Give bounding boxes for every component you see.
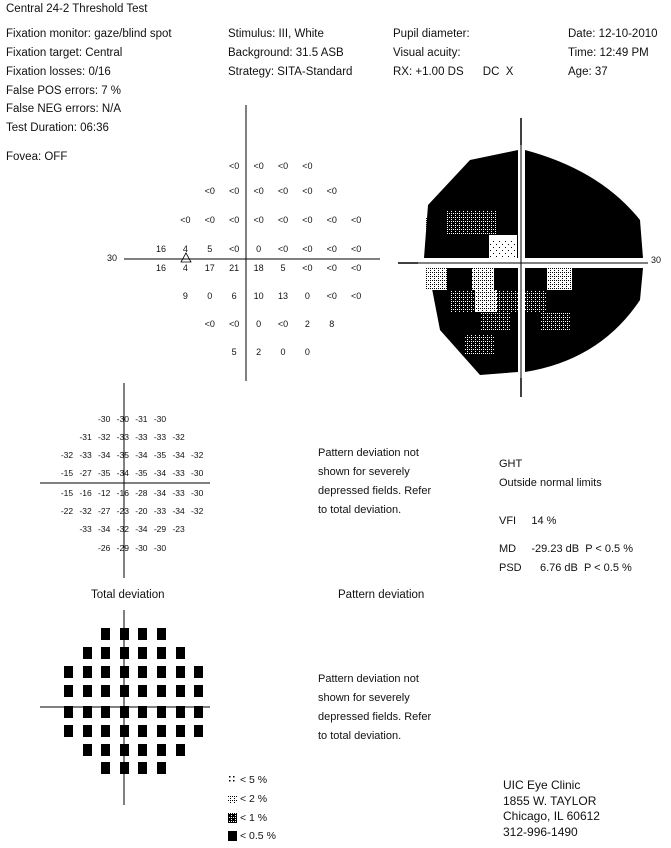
p5-symbol-icon <box>229 776 235 782</box>
note-line: shown for severely <box>318 466 410 478</box>
md-value: MD -29.23 dB P < 0.5 % <box>499 543 634 555</box>
threshold-value: 0 <box>280 347 286 357</box>
threshold-value: <0 <box>302 186 313 196</box>
total-deviation-value: -33 <box>79 450 92 460</box>
total-deviation-value: -30 <box>116 414 129 424</box>
total-deviation-value: -35 <box>98 468 111 478</box>
total-deviation-value: -33 <box>79 524 92 534</box>
total-deviation-value: -34 <box>98 524 111 534</box>
total-deviation-value: -26 <box>98 543 111 553</box>
visual-acuity: Visual acuity: <box>393 47 461 59</box>
total-deviation-value: -27 <box>79 468 92 478</box>
threshold-value: 16 <box>155 263 167 273</box>
threshold-value: 6 <box>231 291 237 301</box>
note-line: depressed fields. Refer <box>318 711 432 723</box>
threshold-value: 9 <box>182 291 188 301</box>
total-deviation-value: -34 <box>135 524 148 534</box>
total-deviation-value: -28 <box>135 488 148 498</box>
total-deviation-label: Total deviation <box>91 589 165 601</box>
total-deviation-value: -15 <box>60 468 74 478</box>
threshold-value: <0 <box>229 215 240 225</box>
ght-label: GHT <box>499 458 523 470</box>
p1-symbol-icon <box>228 813 237 823</box>
false-pos-errors: False POS errors: 7 % <box>6 85 122 97</box>
threshold-value: <0 <box>277 186 289 196</box>
total-deviation-value: -31 <box>79 432 92 442</box>
note-line: Pattern deviation not <box>318 447 419 459</box>
clinic-phone: 312-996-1490 <box>503 824 578 839</box>
axis-label-right: 30 <box>651 255 662 265</box>
threshold-value: <0 <box>229 319 240 329</box>
test-duration: Test Duration: 06:36 <box>6 122 109 134</box>
threshold-value: <0 <box>229 186 240 196</box>
total-deviation-value: -34 <box>172 450 185 460</box>
vfi-value: VFI 14 % <box>499 515 557 527</box>
total-deviation-value: -29 <box>153 524 167 534</box>
note-line: shown for severely <box>318 692 410 704</box>
total-deviation-value: -32 <box>60 450 74 460</box>
clinic-name: UIC Eye Clinic <box>503 778 581 792</box>
report-title: Central 24-2 Threshold Test <box>6 3 148 15</box>
threshold-value: <0 <box>326 263 337 273</box>
pupil-diameter: Pupil diameter: <box>393 28 470 40</box>
total-deviation-value: -35 <box>116 450 129 460</box>
false-neg-errors: False NEG errors: N/A <box>6 103 122 115</box>
legend-p5: < 5 % <box>240 774 268 786</box>
threshold-value: <0 <box>326 244 337 254</box>
total-deviation-value: -35 <box>153 450 167 460</box>
total-deviation-value: -30 <box>153 543 167 553</box>
threshold-value: <0 <box>326 215 337 225</box>
threshold-value: 5 <box>231 347 237 357</box>
threshold-value: 0 <box>304 291 310 301</box>
threshold-value: 0 <box>256 319 262 329</box>
total-deviation-value: -30 <box>191 468 204 478</box>
threshold-value: <0 <box>277 244 289 254</box>
total-deviation-value: -30 <box>153 414 167 424</box>
stimulus: Stimulus: III, White <box>228 28 324 40</box>
note-line: to total deviation. <box>318 504 402 516</box>
threshold-value: <0 <box>351 291 362 301</box>
total-deviation-value: -16 <box>116 488 129 498</box>
fixation-losses: Fixation losses: 0/16 <box>6 66 111 78</box>
total-deviation-value: -22 <box>60 506 74 516</box>
clinic-city: Chicago, IL 60612 <box>503 809 600 823</box>
legend-p1: < 1 % <box>240 812 268 824</box>
total-deviation-value: -12 <box>98 488 111 498</box>
threshold-value: <0 <box>253 186 264 196</box>
threshold-value: 13 <box>277 291 289 301</box>
ght-value: Outside normal limits <box>499 477 602 489</box>
threshold-value: 17 <box>204 263 215 273</box>
legend-p05: < 0.5 % <box>240 830 276 842</box>
total-deviation-value: -29 <box>116 543 129 553</box>
threshold-value: 18 <box>253 263 264 273</box>
total-deviation-value: -23 <box>116 506 129 516</box>
test-time: Time: 12:49 PM <box>568 47 649 59</box>
note-line: Pattern deviation not <box>318 673 419 685</box>
total-deviation-value: -33 <box>135 432 148 442</box>
threshold-value: <0 <box>326 186 337 196</box>
total-deviation-value: -30 <box>98 414 111 424</box>
threshold-value: 2 <box>304 319 310 329</box>
note-line: to total deviation. <box>318 730 402 742</box>
threshold-value: <0 <box>351 215 362 225</box>
threshold-value: <0 <box>277 319 289 329</box>
fixation-monitor: Fixation monitor: gaze/blind spot <box>6 28 172 40</box>
total-deviation-value: -20 <box>135 506 148 516</box>
pattern-deviation-label: Pattern deviation <box>338 589 425 601</box>
background: Background: 31.5 ASB <box>228 47 344 59</box>
total-deviation-value: -33 <box>172 488 185 498</box>
total-deviation-value: -33 <box>153 432 167 442</box>
total-deviation-value: -34 <box>153 488 167 498</box>
threshold-value: 4 <box>182 263 188 273</box>
psd-value: PSD 6.76 dB P < 0.5 % <box>499 562 632 574</box>
total-deviation-value: -32 <box>172 432 185 442</box>
threshold-value: <0 <box>180 215 191 225</box>
total-deviation-value: -31 <box>135 414 148 424</box>
total-deviation-value: -30 <box>135 543 148 553</box>
strategy: Strategy: SITA-Standard <box>228 66 353 78</box>
threshold-value: <0 <box>302 215 313 225</box>
total-deviation-value: -23 <box>172 524 185 534</box>
threshold-value: <0 <box>253 215 264 225</box>
total-deviation-value: -15 <box>60 488 74 498</box>
total-deviation-value: -33 <box>116 432 129 442</box>
threshold-value: <0 <box>326 291 337 301</box>
p2-symbol-icon <box>228 795 237 804</box>
threshold-value: 10 <box>253 291 264 301</box>
threshold-value: 21 <box>229 263 240 273</box>
threshold-value: <0 <box>204 215 215 225</box>
fovea-status: Fovea: OFF <box>6 151 68 163</box>
threshold-value: <0 <box>229 161 240 171</box>
clinic-address <box>503 778 600 840</box>
threshold-value: <0 <box>277 161 289 171</box>
threshold-value: 8 <box>329 319 335 329</box>
patient-age: Age: 37 <box>568 66 608 78</box>
total-deviation-value: -32 <box>191 450 204 460</box>
clinic-street: 1855 W. TAYLOR <box>503 793 597 808</box>
axis-label-left: 30 <box>107 253 118 263</box>
total-deviation-value: -30 <box>191 488 204 498</box>
threshold-value: <0 <box>351 263 362 273</box>
threshold-value: 5 <box>207 244 213 254</box>
total-deviation-value: -34 <box>116 468 129 478</box>
total-deviation-value: -33 <box>153 506 167 516</box>
legend-p2: < 2 % <box>240 793 268 805</box>
threshold-value: 0 <box>304 347 310 357</box>
threshold-value: <0 <box>229 244 240 254</box>
threshold-value: <0 <box>302 161 313 171</box>
total-deviation-value: -27 <box>98 506 111 516</box>
total-deviation-value: -16 <box>79 488 92 498</box>
total-deviation-value: -34 <box>153 468 167 478</box>
threshold-value: 5 <box>280 263 286 273</box>
total-deviation-value: -33 <box>172 468 185 478</box>
threshold-value: <0 <box>253 161 264 171</box>
p05-symbol-icon <box>228 831 237 841</box>
total-deviation-value: -32 <box>116 524 129 534</box>
total-deviation-value: -34 <box>135 450 148 460</box>
rx: RX: +1.00 DS DC X <box>393 66 514 78</box>
total-deviation-value: -34 <box>98 450 111 460</box>
threshold-value: <0 <box>277 215 289 225</box>
threshold-value: <0 <box>302 244 313 254</box>
total-deviation-value: -32 <box>191 506 204 516</box>
test-date: Date: 12-10-2010 <box>568 28 658 40</box>
threshold-value: <0 <box>204 186 215 196</box>
total-deviation-value: -32 <box>98 432 111 442</box>
threshold-value: 16 <box>155 244 167 254</box>
threshold-value: 4 <box>182 244 188 254</box>
total-deviation-value: -34 <box>172 506 185 516</box>
total-deviation-value: -35 <box>135 468 148 478</box>
threshold-value: <0 <box>302 263 313 273</box>
total-deviation-value: -32 <box>79 506 92 516</box>
fixation-target: Fixation target: Central <box>6 47 123 59</box>
threshold-value: <0 <box>351 244 362 254</box>
threshold-value: 0 <box>207 291 213 301</box>
note-line: depressed fields. Refer <box>318 485 432 497</box>
threshold-value: <0 <box>204 319 215 329</box>
threshold-value: 0 <box>256 244 262 254</box>
threshold-value: 2 <box>256 347 262 357</box>
